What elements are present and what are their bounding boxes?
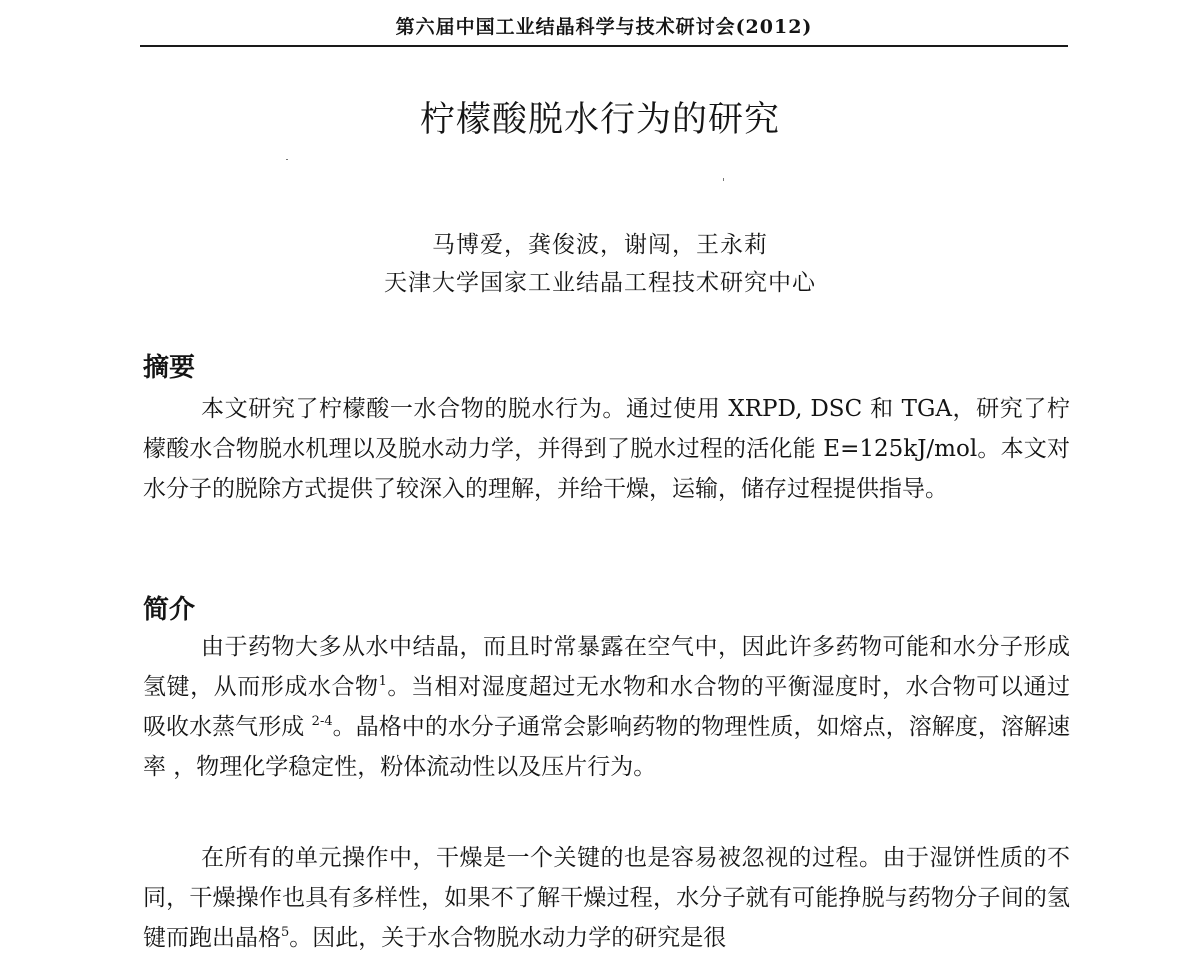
introduction-paragraph-1 bbox=[143, 627, 1070, 787]
abstract-heading: 摘要 bbox=[143, 353, 196, 383]
citation-ref: 5 bbox=[281, 925, 290, 940]
abstract-paragraph: 本文研究了柠檬酸一水合物的脱水行为。通过使用 XRPD, DSC 和 TGA，研究了柠檬酸水合物脱水机理以及脱水动力学，并得到了脱水过程的活化能 E=125kJ/mol。本文对水分子的脱除方式提供了较深入的理解，并给干燥，运输，储存过程提供指导。 bbox=[143, 396, 1070, 502]
running-header: 第六届中国工业结晶科学与技术研讨会(2012) bbox=[395, 16, 813, 38]
paragraph-text: 由于药物大多从水中结晶，而且时常暴露在空气中，因此许多药物可能和水分子形成氢键，从而形成水合物 bbox=[143, 634, 1070, 700]
header-rule bbox=[140, 45, 1068, 47]
scan-speck bbox=[286, 159, 288, 160]
paragraph-text: 在所有的单元操作中，干燥是一个关键的也是容易被忽视的过程。由于湿饼性质的不同，干燥操作也具有多样性，如果不了解干燥过程，水分子就有可能挣脱与药物分子间的氢键而跑出晶格 bbox=[143, 845, 1070, 951]
paragraph-text: 。晶格中的水分子通常会影响药物的物理性质，如熔点，溶解度，溶解速率 ，物理化学稳定性，粉体流动性以及压片行为。 bbox=[143, 714, 1071, 780]
scan-speck bbox=[723, 178, 724, 181]
citation-ref: 1 bbox=[378, 674, 387, 689]
affiliation: 天津大学国家工业结晶工程技术研究中心 bbox=[384, 270, 816, 296]
paper-title: 柠檬酸脱水行为的研究 bbox=[419, 100, 780, 140]
author-list: 马博爱，龚俊波，谢闯，王永莉 bbox=[432, 232, 768, 258]
paragraph-text: 。当相对湿度超过无水物和水合物的平衡湿度时，水合物可以通过吸收水蒸气形成 bbox=[143, 674, 1071, 740]
introduction-paragraph-2 bbox=[143, 838, 1070, 958]
introduction-heading: 简介 bbox=[143, 595, 196, 625]
citation-ref: 2-4 bbox=[311, 714, 333, 729]
paragraph-text: 。因此，关于水合物脱水动力学的研究是很 bbox=[289, 925, 727, 951]
